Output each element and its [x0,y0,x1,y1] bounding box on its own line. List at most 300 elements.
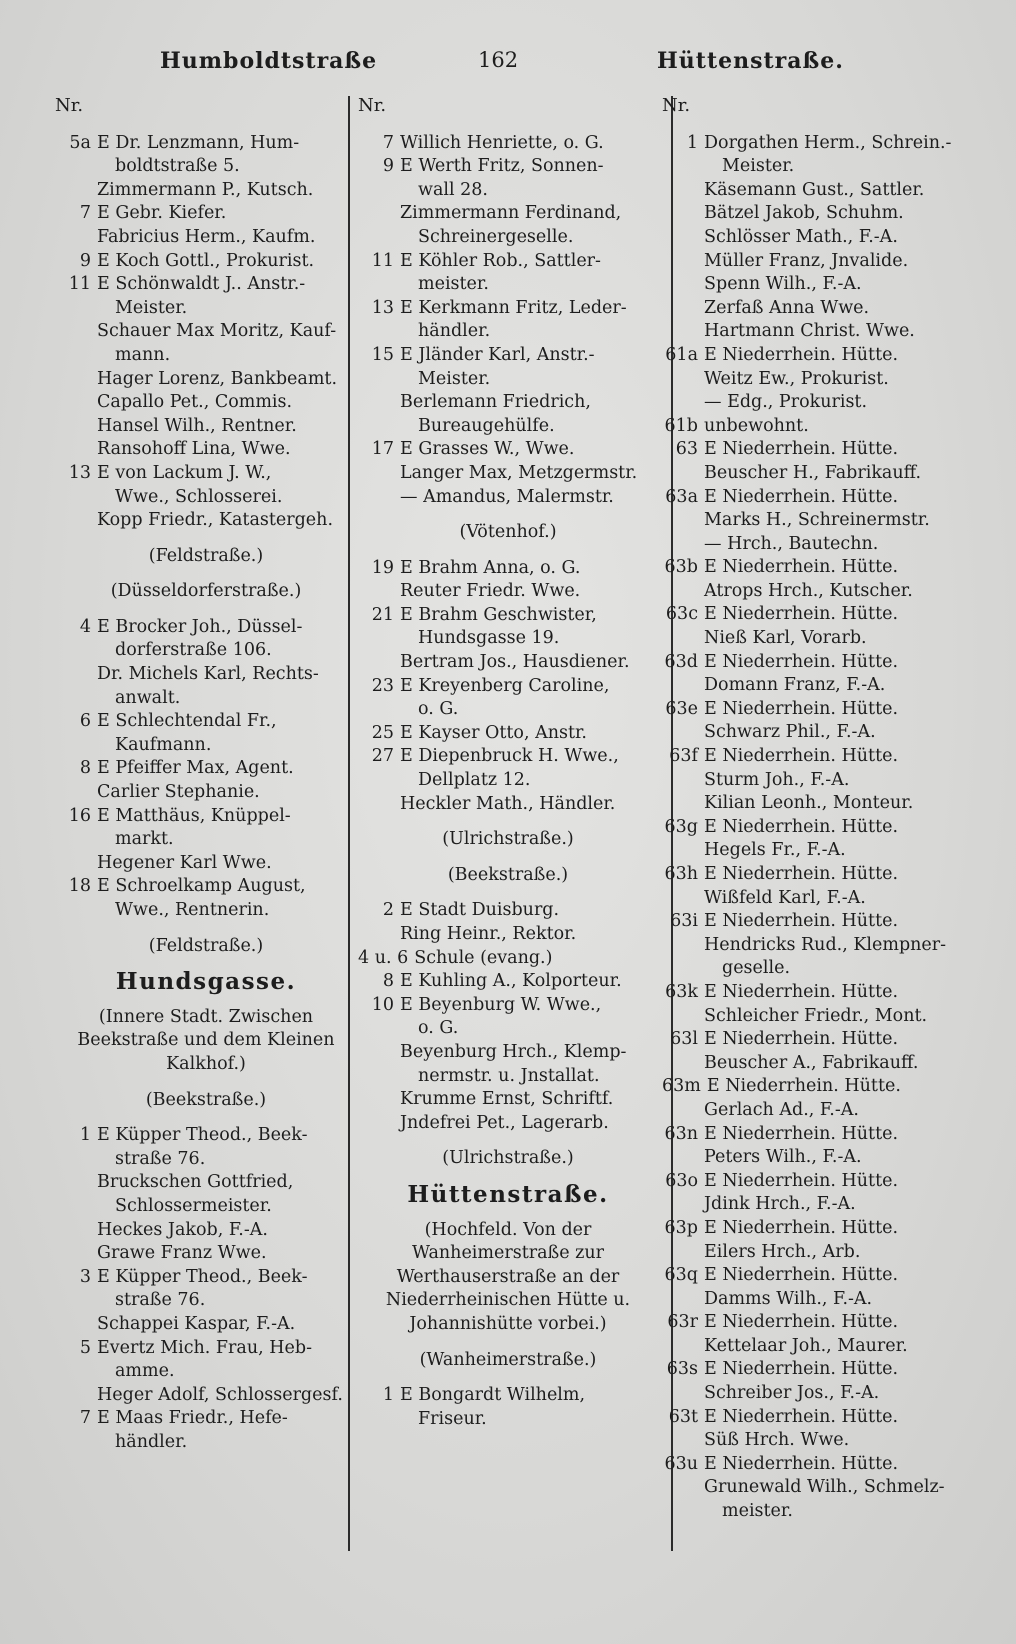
house-number: 11 [371,250,394,271]
cross-street-note: (Hochfeld. Von der Wanheimerstraße zur Werthauserstraße an der Niederrheinischen Hütte u. Johannishütte vorbei.) [385,1219,631,1334]
directory-entry [662,1382,972,1406]
column-1 [55,94,357,1644]
entry-text: Schauer Max Moritz, Kauf- [97,321,337,342]
house-number: 5a [69,132,91,153]
entry-text: E Gebr. Kiefer. [97,203,227,224]
entry-text: Krumme Ernst, Schriftf. [400,1089,614,1110]
cross-street-note: (Wanheimerstraße.) [419,1349,597,1370]
cross-street-note: (Ulrichstraße.) [442,829,574,850]
directory-entry [662,1311,972,1335]
house-number: 63s [666,1359,698,1380]
directory-entry [662,368,972,392]
directory-entry [662,627,972,651]
house-number: 7 [79,203,91,224]
entry-continuation: Bureaugehülfe. [418,415,555,436]
entry-continuation: o. G. [418,699,459,720]
directory-entry [55,438,357,462]
entry-text: E Bongardt Wilhelm, [400,1385,586,1406]
directory-entry [662,580,972,604]
directory-entry [358,899,658,923]
directory-entry [55,462,357,509]
directory-entry [662,1406,972,1430]
entry-text: Hartmann Christ. Wwe. [704,321,915,342]
house-number: 2 [382,900,394,921]
entry-text: E Niederrhein. Hütte. [704,344,899,365]
entry-text: Dorgathen Herm., Schrein.- [704,132,952,153]
street-heading: Hundsgasse. [115,968,297,996]
house-number: 23 [371,675,394,696]
entry-continuation: meister. [722,1501,793,1522]
entry-text: E Kerkmann Fritz, Leder- [400,297,627,318]
directory-entry [55,757,357,781]
house-number: 4 u. 6 [358,947,409,968]
entry-text: Grunewald Wilh., Schmelz- [704,1477,945,1498]
entry-text: Sturm Joh., F.-A. [704,769,850,790]
entry-continuation: Wwe., Rentnerin. [115,900,270,920]
directory-entry [358,580,658,604]
directory-entry [662,1288,972,1312]
directory-entry [662,769,972,793]
house-number: 63a [665,486,698,507]
house-number: 1 [79,1125,91,1146]
house-number: 13 [371,297,394,318]
directory-entry [662,438,972,462]
entry-text: E Niederrhein. Hütte. [704,1359,899,1380]
entry-text: E Niederrhein. Hütte. [704,864,899,884]
directory-entry [358,1088,658,1112]
directory-entry [662,533,972,557]
entry-text: Gerlach Ad., F.-A. [704,1099,859,1120]
directory-entry [358,155,658,202]
directory-entry [55,663,357,710]
directory-entry [662,1193,972,1217]
entry-text: Fabricius Herm., Kaufm. [97,226,316,247]
entry-continuation: geselle. [722,958,791,979]
directory-entry [55,781,357,805]
directory-entry [662,415,972,439]
directory-entry [55,875,357,922]
entry-text: Hansel Wilh., Rentner. [97,415,297,436]
directory-entry [358,250,658,297]
directory-entry [662,1170,972,1194]
entry-text: E Niederrhein. Hütte. [704,698,899,719]
house-number: 27 [371,746,394,767]
entry-text: — Edg., Prokurist. [704,392,868,413]
directory-entry [358,438,658,462]
house-number: 9 [382,156,394,177]
directory-entry [662,1453,972,1477]
entry-text: E Küpper Theod., Beek- [97,1125,308,1146]
directory-entry [55,1337,357,1384]
entry-text: Reuter Friedr. Wwe. [400,581,581,602]
entry-text: Bätzel Jakob, Schuhm. [704,203,904,224]
entry-text: E Niederrhein. Hütte. [704,1217,899,1238]
directory-entry [358,297,658,344]
entry-continuation: Dellplatz 12. [418,770,531,791]
directory-entry [55,1407,357,1454]
entry-text: Schwarz Phil., F.-A. [704,722,876,743]
directory-entry [662,1146,972,1170]
entry-text: Berlemann Friedrich, [400,392,591,413]
entry-text: Kopp Friedr., Katastergeh. [97,510,334,531]
house-number: 17 [371,439,394,460]
header-left-street: Humboldtstraße [160,48,378,74]
entry-continuation: Kaufmann. [115,734,212,755]
directory-entry [662,556,972,580]
entry-text: E Koch Gottl., Prokurist. [97,250,315,271]
directory-entry [358,462,658,486]
house-number: 63q [664,1265,698,1286]
entry-text: Schule (evang.) [414,947,553,968]
entry-text: E Pfeiffer Max, Agent. [97,758,294,779]
entry-text: E Stadt Duisburg. [400,900,560,921]
cross-street-note: (Düsseldorferstraße.) [110,581,302,602]
directory-entry [358,557,658,581]
entry-text: Zimmermann P., Kutsch. [97,179,314,200]
house-number: 63n [664,1123,698,1144]
directory-entry [662,462,972,486]
cross-street-note: (Innere Stadt. Zwischen Beekstraße und dem Kleinen Kalkhof.) [77,1006,335,1074]
directory-entry [358,722,658,746]
entry-text: E Niederrhein. Hütte. [704,981,899,1002]
directory-entry [55,509,357,533]
directory-entry [358,1041,658,1088]
house-number: 1 [686,132,698,153]
column-2 [358,94,658,1644]
house-number: 8 [382,971,394,992]
entry-text: E Kreyenberg Caroline, [400,675,610,696]
cross-street-note: (Beekstraße.) [447,864,569,885]
entry-continuation: Meister. [418,368,491,389]
entry-text: Langer Max, Metzgermstr. [400,462,638,483]
directory-entry [55,852,357,876]
entry-text: Heckler Math., Händler. [400,793,616,814]
house-number: 61b [664,415,698,436]
directory-entry [662,674,972,698]
entry-text: Kettelaar Joh., Maurer. [704,1335,908,1356]
directory-entry [662,202,972,226]
directory-entry [55,1124,357,1171]
entry-text: — Hrch., Bautechn. [704,533,879,554]
entry-text: Hager Lorenz, Bankbeamt. [97,368,338,389]
house-number: 13 [68,462,91,483]
entry-text: Kilian Leonh., Monteur. [704,793,914,814]
cross-street-note: (Ulrichstraße.) [442,1148,574,1169]
entry-text: Beuscher A., Fabrikauff. [704,1052,919,1073]
entry-continuation: nermstr. u. Jnstallat. [418,1065,600,1086]
directory-entry [662,509,972,533]
directory-entry [662,1028,972,1052]
entry-text: E Niederrhein. Hütte. [704,1312,899,1333]
entry-continuation: Hundsgasse 19. [418,628,560,649]
directory-entry [55,805,357,852]
entry-text: E Werth Fritz, Sonnen- [400,156,604,177]
house-number: 63u [664,1453,698,1474]
entry-text: Jndefrei Pet., Lagerarb. [400,1112,609,1133]
house-number: 63r [667,1312,698,1333]
entry-text: Ransohoff Lina, Wwe. [97,439,291,460]
entry-continuation: Schreinergeselle. [418,226,574,247]
entry-text: Heckes Jakob, F.-A. [97,1219,268,1240]
house-number: 11 [68,274,91,295]
directory-entry [662,226,972,250]
page-number: 162 [478,48,519,72]
house-number: 7 [79,1408,91,1429]
directory-entry [358,970,658,994]
directory-entry [662,981,972,1005]
house-number: 16 [68,805,91,826]
entry-continuation: meister. [418,274,489,295]
entry-text: Peters Wilh., F.-A. [704,1147,862,1168]
house-number: 63f [669,746,698,767]
house-number: 5 [79,1337,91,1358]
directory-entry [662,839,972,863]
directory-entry [662,816,972,840]
cross-street-note: (Feldstraße.) [148,935,264,956]
directory-entry [662,651,972,675]
entry-continuation: händler. [418,321,491,342]
header-right-street: Hüttenstraße. [657,48,844,74]
entry-text: E Schroelkamp August, [97,876,306,897]
directory-entry [662,1075,972,1099]
entry-text: Spenn Wilh., F.-A. [704,274,862,295]
directory-entry [358,994,658,1041]
directory-entry [55,1219,357,1243]
entry-text: — Amandus, Malermstr. [400,486,614,507]
entry-text: E Kayser Otto, Anstr. [400,722,587,743]
directory-entry [662,1358,972,1382]
entry-text: Süß Hrch. Wwe. [704,1430,850,1451]
entry-text: E Brahm Anna, o. G. [400,557,581,578]
entry-text: Schappei Kaspar, F.-A. [97,1313,296,1334]
directory-entry [662,934,972,981]
entry-text: E Köhler Rob., Sattler- [400,250,601,271]
entry-text: E Niederrhein. Hütte. [704,746,899,767]
directory-entry [358,486,658,510]
entry-text: Bruckschen Gottfried, [97,1172,294,1193]
entry-text: Atrops Hrch., Kutscher. [704,580,913,601]
entry-text: E Niederrhein. Hütte. [704,439,899,460]
house-number: 63o [665,1170,698,1191]
directory-entry [662,320,972,344]
entry-text: E Niederrhein. Hütte. [704,1265,899,1286]
entry-continuation: dorferstraße 106. [115,640,272,661]
entry-continuation: Schlossermeister. [115,1195,272,1216]
house-number: 63k [665,981,698,1002]
entry-text: E Diepenbruck H. Wwe., [400,746,619,767]
directory-entry [358,675,658,722]
entry-text: E Niederrhein. Hütte. [704,816,899,837]
house-number: 63p [664,1217,698,1238]
directory-entry [55,710,357,757]
house-number: 15 [371,344,394,365]
directory-entry [662,887,972,911]
entry-continuation: Friseur. [418,1408,487,1429]
directory-entry [662,1052,972,1076]
house-number: 63d [664,651,698,672]
entry-text: Damms Wilh., F.-A. [704,1288,873,1309]
directory-entry [662,1099,972,1123]
directory-entry [662,297,972,321]
entry-text: Schreiber Jos., F.-A. [704,1383,880,1404]
entry-text: E Niederrhein. Hütte. [704,651,899,672]
entry-text: E Niederrhein. Hütte. [704,557,899,578]
street-heading: Hüttenstraße. [407,1180,609,1208]
entry-text: Domann Franz, F.-A. [704,675,886,696]
entry-text: Ring Heinr., Rektor. [400,924,577,944]
directory-entry [358,793,658,817]
directory-entry [358,344,658,391]
entry-continuation: Wwe., Schlosserei. [115,486,283,507]
directory-entry [358,923,658,947]
directory-entry [662,1335,972,1359]
directory-entry [55,1266,357,1313]
directory-entry [55,273,357,320]
entry-text: E Niederrhein. Hütte. [704,1029,899,1050]
directory-entry [662,910,972,934]
directory-entry [358,391,658,438]
entry-text: Marks H., Schreinermstr. [704,510,930,531]
house-number: 18 [68,876,91,897]
house-number: 21 [371,604,394,625]
entry-text: Käsemann Gust., Sattler. [704,179,925,200]
directory-entry [55,1242,357,1266]
directory-entry [662,1241,972,1265]
entry-text: Müller Franz, Jnvalide. [704,250,909,271]
entry-text: Beyenburg Hrch., Klemp- [400,1041,627,1062]
entry-text: unbewohnt. [704,415,809,436]
directory-entry [662,863,972,887]
entry-text: Heger Adolf, Schlossergesf. [97,1384,343,1405]
entry-continuation: mann. [115,344,171,365]
entry-text: Evertz Mich. Frau, Heb- [97,1337,312,1358]
entry-text: E Niederrhein. Hütte. [704,1123,899,1144]
directory-entry [55,391,357,415]
entry-text: E Schlechtendal Fr., [97,711,277,732]
directory-entry [55,1384,357,1408]
directory-entry [662,603,972,627]
entry-continuation: markt. [115,829,174,850]
entry-text: E Niederrhein. Hütte. [704,1170,899,1191]
directory-entry [662,1476,972,1523]
directory-entry [662,698,972,722]
cross-street-note: (Beekstraße.) [145,1089,267,1110]
entry-text: E Matthäus, Knüppel- [97,805,291,826]
directory-entry [662,273,972,297]
house-number: 7 [382,132,394,153]
directory-entry [358,132,658,156]
entry-continuation: anwalt. [115,687,181,708]
entry-continuation: Meister. [722,156,795,177]
directory-entry [358,1112,658,1136]
house-number: 63b [664,557,698,578]
nr-label: Nr. [358,95,387,116]
entry-text: Jdink Hrch., F.-A. [704,1194,856,1215]
entry-continuation: wall 28. [418,179,488,200]
entry-text: E Niederrhein. Hütte. [706,1076,901,1097]
entry-text: E Niederrhein. Hütte. [704,911,899,932]
house-number: 63m [662,1076,701,1097]
directory-entry [55,1171,357,1218]
directory-entry [358,202,658,249]
house-number: 63e [665,698,698,719]
entry-text: Zerfaß Anna Wwe. [704,297,870,318]
house-number: 9 [79,250,91,271]
directory-entry [55,415,357,439]
directory-entry [662,1217,972,1241]
directory-entry [358,745,658,792]
entry-continuation: Meister. [115,297,188,318]
house-number: 8 [79,758,91,779]
directory-entry [662,486,972,510]
entry-text: E Dr. Lenzmann, Hum- [97,132,300,153]
directory-entry [662,250,972,274]
directory-entry [662,1429,972,1453]
directory-entry [55,226,357,250]
entry-text: E Schönwaldt J.. Anstr.- [97,274,306,295]
entry-continuation: straße 76. [115,1290,206,1311]
house-number: 61a [665,344,698,365]
directory-entry [662,344,972,368]
entry-continuation: straße 76. [115,1148,206,1169]
entry-text: Nieß Karl, Vorarb. [704,628,867,649]
directory-entry [662,179,972,203]
entry-continuation: boldtstraße 5. [115,156,240,177]
entry-text: Beuscher H., Fabrikauff. [704,462,922,483]
directory-entry [662,1264,972,1288]
entry-continuation: händler. [115,1431,188,1452]
entry-text: Carlier Stephanie. [97,782,260,803]
house-number: 6 [79,711,91,732]
directory-entry [662,391,972,415]
house-number: 25 [371,722,394,743]
entry-text: E Brocker Joh., Düssel- [97,616,303,637]
entry-text: Grawe Franz Wwe. [97,1243,267,1264]
entry-text: Zimmermann Ferdinand, [400,203,622,224]
entry-text: E Niederrhein. Hütte. [704,1453,899,1474]
directory-entry [662,1005,972,1029]
entry-text: Wißfeld Karl, F.-A. [704,887,866,908]
directory-entry [662,721,972,745]
directory-entry [55,132,357,179]
directory-entry [358,604,658,651]
entry-text: Schleicher Friedr., Mont. [704,1005,928,1026]
directory-entry [662,1123,972,1147]
directory-entry [662,745,972,769]
directory-entry [55,179,357,203]
directory-entry [662,792,972,816]
entry-text: Weitz Ew., Prokurist. [704,368,889,389]
house-number: 4 [79,616,91,637]
directory-entry [55,1313,357,1337]
entry-text: E Küpper Theod., Beek- [97,1266,308,1287]
nr-label: Nr. [662,95,691,116]
directory-entry [55,202,357,226]
entry-continuation: amme. [115,1361,175,1382]
entry-text: Dr. Michels Karl, Rechts- [97,664,319,685]
entry-text: E Maas Friedr., Hefe- [97,1408,288,1429]
entry-text: Capallo Pet., Commis. [97,392,293,413]
directory-entry [358,1384,658,1431]
entry-text: E Jländer Karl, Anstr.- [400,344,595,365]
entry-text: E Grasses W., Wwe. [400,439,575,460]
entry-text: Eilers Hrch., Arb. [704,1241,861,1262]
directory-entry [55,250,357,274]
page-header [0,48,1016,78]
house-number: 63c [665,604,698,625]
house-number: 19 [371,557,394,578]
house-number: 3 [79,1266,91,1287]
